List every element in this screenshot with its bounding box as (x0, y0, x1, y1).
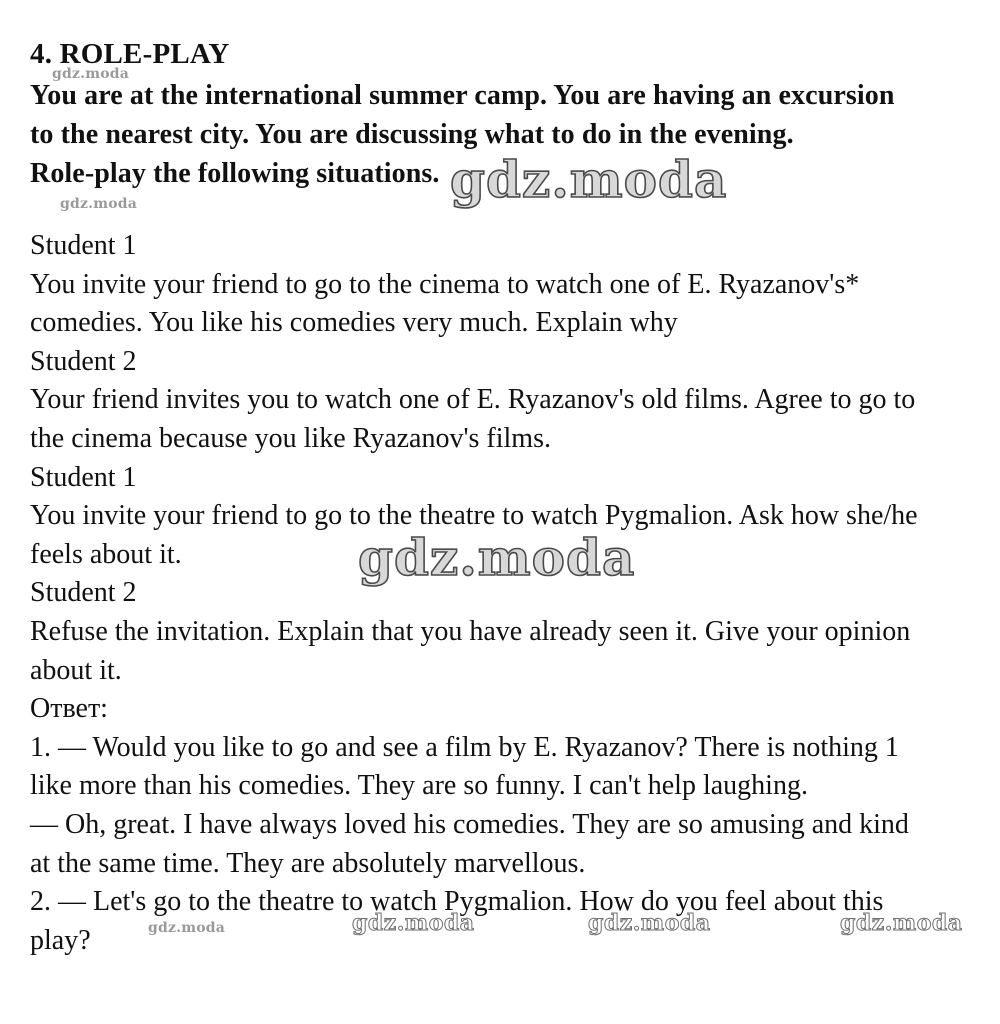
answer-line: 1. — Would you like to go and see a film by E. Ryazanov? There is nothing 1 (30, 731, 899, 763)
watermark-medium: gdz.moda (352, 910, 475, 936)
answer-line: play? (30, 924, 91, 956)
watermark-small: gdz.moda (148, 920, 226, 936)
instruction-line: Role-play the following situations. (30, 158, 440, 189)
watermark-large: gdz.moda (358, 528, 636, 587)
task-title: 4. ROLE-PLAY (30, 38, 230, 70)
watermark-medium: gdz.moda (840, 910, 963, 936)
situation-line: the cinema because you like Ryazanov's films. (30, 422, 551, 454)
watermark-small: gdz.moda (60, 196, 138, 212)
answer-line: at the same time. They are absolutely marvellous. (30, 847, 586, 879)
situation-line: about it. (30, 654, 122, 686)
student-label: Student 1 (30, 230, 137, 261)
answer-line: 2. — Let's go to the theatre to watch Pygmalion. How do you feel about this (30, 886, 884, 918)
situation-line: You invite your friend to go to the cinema to watch one of E. Ryazanov's* (30, 268, 860, 300)
watermark-small: gdz.moda (52, 66, 130, 82)
situation-4 (30, 574, 970, 690)
answer-line: — Oh, great. I have always loved his comedies. They are so amusing and kind (30, 808, 909, 840)
watermark-medium: gdz.moda (588, 910, 711, 936)
student-label: Student 1 (30, 461, 137, 493)
situation-1 (30, 227, 970, 343)
answer-label: Ответ: (30, 693, 108, 725)
instruction-line: You are at the international summer camp. You are having an excursion (30, 80, 895, 111)
situation-line: Refuse the invitation. Explain that you have already seen it. Give your opinion (30, 615, 911, 647)
student-label: Student 2 (30, 577, 137, 609)
situation-line: You invite your friend to go to the theatre to watch Pygmalion. Ask how she/he (30, 500, 918, 532)
situation-2 (30, 343, 970, 459)
situation-line: comedies. You like his comedies very much. Explain why (30, 307, 678, 339)
answer-line: like more than his comedies. They are so funny. I can't help laughing. (30, 770, 808, 802)
watermark-large: gdz.moda (450, 150, 728, 209)
instruction-line: to the nearest city. You are discussing what to do in the evening. (30, 119, 794, 150)
situation-line: Your friend invites you to watch one of E. Ryazanov's old films. Agree to go to (30, 384, 916, 416)
situation-line: feels about it. (30, 538, 182, 570)
student-label: Student 2 (30, 345, 137, 377)
